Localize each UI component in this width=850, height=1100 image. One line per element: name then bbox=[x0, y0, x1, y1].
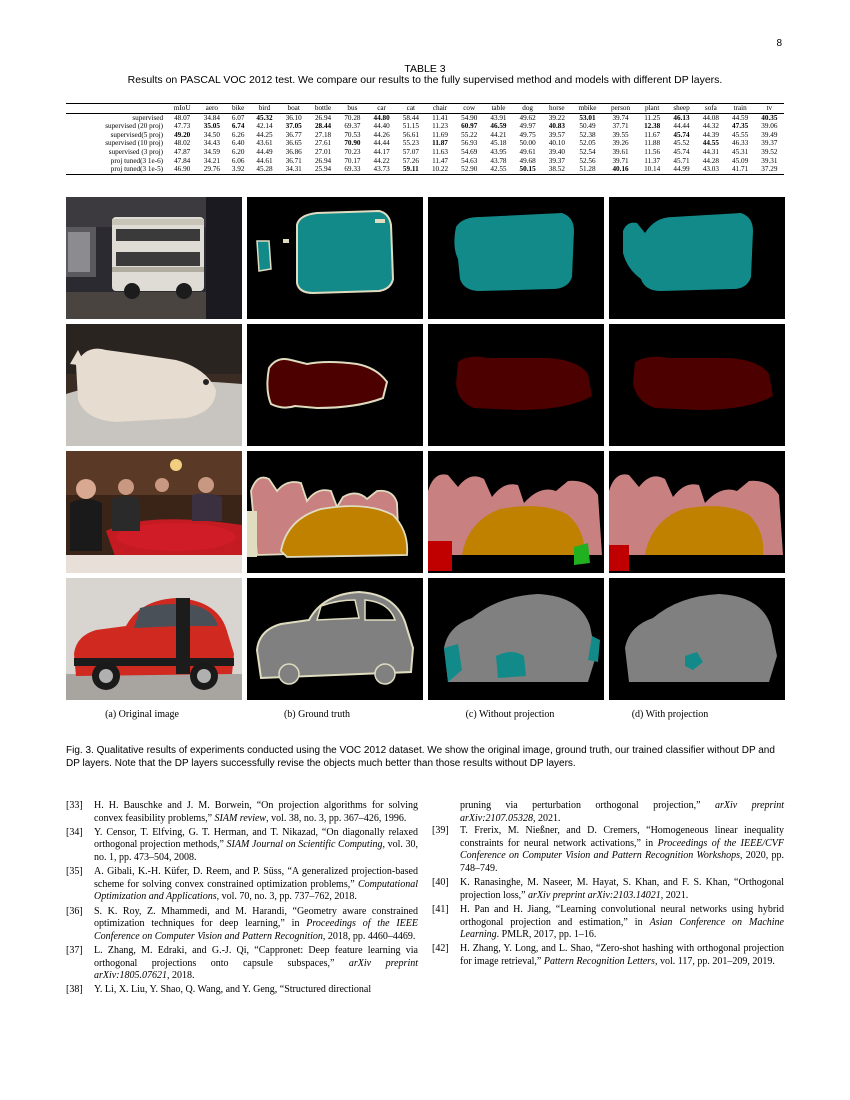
column-header: cow bbox=[455, 104, 484, 114]
table-cell: 45.32 bbox=[256, 113, 273, 122]
reference-text: Y. Li, X. Liu, Y. Shao, Q. Wang, and Y. Geng, “Structured directional bbox=[94, 984, 372, 996]
table-row bbox=[66, 131, 784, 140]
table-cell: 55.22 bbox=[461, 130, 478, 139]
ground-truth-car bbox=[247, 578, 423, 700]
table-cell: 11.56 bbox=[644, 147, 661, 156]
original-image-bus bbox=[66, 197, 242, 319]
header-corner bbox=[66, 104, 167, 114]
table-cell: 46.33 bbox=[732, 139, 749, 148]
table-cell: 50.49 bbox=[579, 122, 596, 131]
table-cell: 42.55 bbox=[490, 165, 507, 174]
table-caption: Results on PASCAL VOC 2012 test. We compare our results to the fully supervised method and models with different DP layers. bbox=[127, 74, 723, 86]
table-cell: 10.22 bbox=[431, 165, 449, 174]
table-cell: 56.61 bbox=[402, 130, 419, 139]
column-header: cat bbox=[396, 104, 425, 114]
references-left-column bbox=[66, 800, 418, 998]
table-cell: 44.22 bbox=[373, 156, 390, 165]
table-cell: 27.18 bbox=[314, 130, 332, 139]
table-cell: 44.44 bbox=[373, 139, 390, 148]
reference-item bbox=[66, 827, 418, 865]
table-cell: 51.15 bbox=[402, 122, 419, 131]
table-cell: 43.03 bbox=[702, 165, 719, 174]
table-cell: 56.93 bbox=[461, 139, 478, 148]
row-label: proj tuned(3 1e-5) bbox=[110, 165, 164, 174]
table-cell: 46.59 bbox=[490, 122, 507, 131]
table-cell: 44.40 bbox=[373, 122, 390, 131]
table-cell: 37.71 bbox=[612, 122, 629, 131]
table-cell: 11.87 bbox=[432, 139, 448, 148]
column-header: person bbox=[604, 104, 638, 114]
reference-number: [42] bbox=[432, 943, 449, 955]
table-cell: 47.84 bbox=[174, 156, 191, 165]
table-cell: 11.37 bbox=[644, 156, 661, 165]
column-header: table bbox=[484, 104, 513, 114]
table-cell: 6.26 bbox=[231, 130, 245, 139]
column-header: aero bbox=[197, 104, 226, 114]
table-cell: 44.44 bbox=[673, 122, 690, 131]
table-row bbox=[66, 157, 784, 166]
reference-number: [37] bbox=[66, 944, 83, 956]
table-cell: 41.71 bbox=[732, 165, 749, 174]
table-cell: 69.37 bbox=[344, 122, 361, 131]
table-cell: 6.74 bbox=[231, 122, 245, 131]
results-table bbox=[66, 103, 784, 175]
reference-item bbox=[432, 943, 784, 968]
table-cell: 52.56 bbox=[579, 156, 596, 165]
table-cell: 6.20 bbox=[231, 147, 245, 156]
table-cell: 34.21 bbox=[203, 156, 220, 165]
reference-number: [33] bbox=[66, 800, 83, 811]
table-cell: 34.50 bbox=[203, 130, 220, 139]
reference-text: T. Frerix, M. Nießner, and D. Cremers, “Homogeneous linear inequality constraints for neural network activations,” in Proceedings of the IEEE/CVF Conference on Computer Vision and Pattern Recognition Workshops, 2020, pp. 748–749. bbox=[460, 825, 784, 874]
table-cell: 44.26 bbox=[373, 130, 390, 139]
table-cell: 39.26 bbox=[612, 139, 629, 148]
reference-number: [35] bbox=[66, 866, 83, 878]
original-image-car bbox=[66, 578, 242, 700]
table-header-row bbox=[66, 104, 784, 114]
table-cell: 45.74 bbox=[673, 147, 690, 156]
with-projection-bus bbox=[609, 197, 785, 319]
reference-item bbox=[66, 906, 418, 944]
table-cell: 39.71 bbox=[612, 156, 629, 165]
table-cell: 40.35 bbox=[761, 113, 778, 122]
column-header: dog bbox=[513, 104, 542, 114]
table-cell: 54.90 bbox=[461, 113, 478, 122]
ground-truth-bus bbox=[247, 197, 423, 319]
table-cell: 52.90 bbox=[461, 165, 478, 174]
table-cell: 29.76 bbox=[203, 165, 220, 174]
table-cell: 6.40 bbox=[231, 139, 245, 148]
table-cell: 39.40 bbox=[548, 147, 565, 156]
reference-number: [38] bbox=[66, 984, 83, 996]
table-cell: 45.74 bbox=[673, 130, 690, 139]
table-cell: 39.61 bbox=[612, 147, 629, 156]
column-header: chair bbox=[425, 104, 454, 114]
page-number: 8 bbox=[776, 38, 782, 49]
without-projection-cat bbox=[428, 324, 604, 446]
table-cell: 70.23 bbox=[344, 147, 361, 156]
reference-text: S. K. Roy, Z. Mhammedi, and M. Harandi, “Geometry aware constrained optimization techniques for deep learning,” in Proceedings of the IEEE Conference on Computer Vision and Pattern Recognition, 2018, pp. 4460–4469. bbox=[94, 905, 418, 942]
table-cell: 28.44 bbox=[314, 122, 332, 131]
table-cell: 44.59 bbox=[732, 113, 749, 122]
table-cell: 40.83 bbox=[548, 122, 565, 131]
column-header: sheep bbox=[667, 104, 697, 114]
table-cell: 48.07 bbox=[174, 113, 191, 122]
ground-truth-cat bbox=[247, 324, 423, 446]
table-cell: 39.52 bbox=[761, 147, 778, 156]
table-cell: 52.05 bbox=[579, 139, 596, 148]
row-label: supervised(5 proj) bbox=[110, 130, 164, 139]
subcaption-c: (c) Without projection bbox=[465, 709, 555, 720]
table-cell: 39.74 bbox=[612, 113, 629, 122]
without-projection-dinner bbox=[428, 451, 604, 573]
table-cell: 70.17 bbox=[344, 156, 361, 165]
column-header: mbike bbox=[571, 104, 603, 114]
reference-text: H. H. Bauschke and J. M. Borwein, “On projection algorithms for solving convex feasibility problems,” SIAM review, vol. 38, no. 3, pp. 367–426, 1996. bbox=[94, 800, 418, 824]
table-cell: 26.94 bbox=[314, 156, 332, 165]
ground-truth-dinner bbox=[247, 451, 423, 573]
table-label: TABLE 3 bbox=[404, 63, 446, 75]
table-cell: 49.75 bbox=[519, 130, 536, 139]
column-header: bike bbox=[226, 104, 249, 114]
subcaption-b: (b) Ground truth bbox=[283, 709, 351, 720]
table-cell: 43.91 bbox=[490, 113, 507, 122]
reference-number: [36] bbox=[66, 905, 83, 917]
table-cell: 11.23 bbox=[432, 122, 448, 131]
subcaption-a: (a) Original image bbox=[105, 709, 179, 720]
table-cell: 44.31 bbox=[702, 147, 719, 156]
table-cell: 43.61 bbox=[256, 139, 273, 148]
table-cell: 37.29 bbox=[761, 165, 778, 174]
reference-text: H. Pan and H. Jiang, “Learning convolutional neural networks using hybrid orthogonal projection and estimation,” in Asian Conference on Machine Learning. PMLR, 2017, pp. 1–16. bbox=[460, 903, 784, 941]
table-cell: 44.99 bbox=[673, 165, 690, 174]
table-cell: 44.49 bbox=[256, 147, 273, 156]
table-cell: 39.57 bbox=[548, 130, 565, 139]
table-cell: 45.18 bbox=[490, 139, 507, 148]
table-cell: 34.43 bbox=[203, 139, 220, 148]
column-header: sofa bbox=[696, 104, 725, 114]
without-projection-car bbox=[428, 578, 604, 700]
table-cell: 46.13 bbox=[673, 113, 690, 122]
table-row bbox=[66, 148, 784, 157]
table-cell: 47.87 bbox=[174, 147, 191, 156]
table-cell: 55.23 bbox=[402, 139, 419, 148]
column-header: bird bbox=[250, 104, 279, 114]
table-cell: 34.84 bbox=[203, 113, 220, 122]
column-header: horse bbox=[542, 104, 571, 114]
table-cell: 47.73 bbox=[174, 122, 191, 131]
table-cell: 44.32 bbox=[702, 122, 719, 131]
table-cell: 45.09 bbox=[732, 156, 749, 165]
table-cell: 39.55 bbox=[612, 130, 629, 139]
table-cell: 50.15 bbox=[519, 165, 536, 174]
reference-text: H. Zhang, Y. Long, and L. Shao, “Zero-shot hashing with orthogonal projection for image retrieval,” Pattern Recognition Letters, vol. 117, pp. 201–209, 2019. bbox=[460, 943, 784, 967]
row-label: supervised (3 proj) bbox=[108, 147, 164, 156]
table-cell: 36.77 bbox=[285, 130, 302, 139]
table-cell: 37.05 bbox=[285, 122, 302, 131]
table-cell: 43.73 bbox=[373, 165, 390, 174]
table-row bbox=[66, 113, 784, 122]
table-cell: 57.07 bbox=[402, 147, 419, 156]
with-projection-dinner bbox=[609, 451, 785, 573]
table-cell: 34.31 bbox=[285, 165, 302, 174]
table-cell: 44.17 bbox=[373, 147, 390, 156]
row-label: supervised (10 proj) bbox=[105, 139, 164, 148]
column-header: bus bbox=[338, 104, 367, 114]
table-cell: 6.06 bbox=[231, 156, 245, 165]
table-cell: 70.90 bbox=[344, 139, 361, 148]
table-cell: 60.97 bbox=[461, 122, 478, 131]
reference-item bbox=[66, 800, 418, 825]
table-cell: 49.97 bbox=[519, 122, 536, 131]
table-cell: 44.55 bbox=[702, 139, 719, 148]
table-cell: 43.78 bbox=[490, 156, 507, 165]
reference-number: [40] bbox=[432, 877, 449, 889]
table-cell: 45.52 bbox=[673, 139, 690, 148]
table-cell: 3.92 bbox=[231, 165, 245, 174]
table-cell: 49.20 bbox=[174, 130, 191, 139]
table-cell: 70.53 bbox=[344, 130, 361, 139]
reference-text: A. Gibali, K.-H. Küfer, D. Reem, and P. Süss, “A generalized projection-based scheme for solving convex constrained optimization problems,” Computational Optimization and Applications, vol. 70, no. 3, pp. 737–762, 2018. bbox=[94, 866, 418, 903]
table-row bbox=[66, 139, 784, 148]
subcaption-d: (d) With projection bbox=[631, 709, 709, 720]
table-cell: 50.00 bbox=[519, 139, 536, 148]
table-row bbox=[66, 165, 784, 174]
with-projection-car bbox=[609, 578, 785, 700]
table-cell: 27.01 bbox=[314, 147, 332, 156]
table-cell: 57.26 bbox=[402, 156, 419, 165]
reference-item bbox=[432, 825, 784, 875]
table-cell: 40.10 bbox=[548, 139, 565, 148]
reference-number: [41] bbox=[432, 903, 449, 915]
reference-number: [39] bbox=[432, 825, 449, 837]
reference-text: L. Zhang, M. Edraki, and G.-J. Qi, “Cappronet: Deep feature learning via orthogonal projections onto capsule subspaces,” arXiv preprint arXiv:1805.07621, 2018. bbox=[94, 944, 419, 982]
table-cell: 48.02 bbox=[174, 139, 191, 148]
table-cell: 47.35 bbox=[732, 122, 749, 131]
table-cell: 58.44 bbox=[402, 113, 419, 122]
table-cell: 39.06 bbox=[761, 122, 778, 131]
column-header: plant bbox=[638, 104, 667, 114]
reference-text: K. Ranasinghe, M. Naseer, M. Hayat, S. Khan, and F. S. Khan, “Orthogonal projection loss,” arXiv preprint arXiv:2103.14021, 2021. bbox=[460, 877, 784, 901]
table-cell: 11.88 bbox=[644, 139, 661, 148]
table-cell: 42.14 bbox=[256, 122, 273, 131]
column-header: boat bbox=[279, 104, 308, 114]
table-cell: 36.65 bbox=[285, 139, 302, 148]
column-header: tv bbox=[755, 104, 784, 114]
reference-item bbox=[432, 904, 784, 942]
reference-item bbox=[66, 984, 418, 997]
original-image-cat bbox=[66, 324, 242, 446]
reference-item bbox=[66, 945, 418, 983]
table-cell: 44.80 bbox=[373, 113, 390, 122]
table-cell: 45.71 bbox=[673, 156, 690, 165]
table-cell: 59.11 bbox=[402, 165, 419, 174]
table-cell: 51.28 bbox=[579, 165, 596, 174]
table-cell: 46.90 bbox=[174, 165, 191, 174]
table-cell: 11.67 bbox=[644, 130, 661, 139]
table-cell: 6.07 bbox=[231, 113, 245, 122]
row-label: supervised bbox=[132, 113, 164, 122]
table-cell: 43.95 bbox=[490, 147, 507, 156]
table-cell: 44.39 bbox=[702, 130, 719, 139]
reference-number: [34] bbox=[66, 826, 83, 838]
table-cell: 38.52 bbox=[548, 165, 565, 174]
table-cell: 49.68 bbox=[519, 156, 536, 165]
table-cell: 36.10 bbox=[285, 113, 302, 122]
table-cell: 35.05 bbox=[203, 122, 220, 131]
table-cell: 26.94 bbox=[314, 113, 332, 122]
qualitative-figure bbox=[66, 197, 784, 702]
table-cell: 11.63 bbox=[432, 147, 448, 156]
table-row bbox=[66, 122, 784, 131]
with-projection-cat bbox=[609, 324, 785, 446]
column-header: bottle bbox=[308, 104, 338, 114]
table-cell: 70.28 bbox=[344, 113, 361, 122]
table-cell: 39.37 bbox=[761, 139, 778, 148]
table-cell: 39.49 bbox=[761, 130, 778, 139]
without-projection-bus bbox=[428, 197, 604, 319]
column-header: train bbox=[725, 104, 754, 114]
table-cell: 39.37 bbox=[548, 156, 565, 165]
table-cell: 40.16 bbox=[612, 165, 629, 174]
row-label: supervised (20 proj) bbox=[105, 122, 164, 131]
table-cell: 52.54 bbox=[579, 147, 596, 156]
figure-caption: Fig. 3. Qualitative results of experiments conducted using the VOC 2012 dataset. We show the original image, ground truth, our trained classifier without DP and DP layers. Note that the DP layers successfully revise the objects much better than those results without DP layers. bbox=[66, 745, 775, 769]
table-cell: 45.28 bbox=[256, 165, 273, 174]
table-body bbox=[66, 113, 784, 174]
table-cell: 52.38 bbox=[579, 130, 596, 139]
table-cell: 36.86 bbox=[285, 147, 302, 156]
table-cell: 11.47 bbox=[432, 156, 448, 165]
table-cell: 34.59 bbox=[203, 147, 220, 156]
table-cell: 11.25 bbox=[644, 113, 661, 122]
references-right-column bbox=[432, 800, 784, 970]
table-cell: 39.22 bbox=[548, 113, 565, 122]
table-cell: 54.69 bbox=[461, 147, 478, 156]
reference-item bbox=[432, 877, 784, 902]
table-cell: 49.62 bbox=[519, 113, 536, 122]
table-cell: 44.61 bbox=[256, 156, 273, 165]
table-cell: 25.94 bbox=[314, 165, 332, 174]
table-cell: 44.21 bbox=[490, 130, 507, 139]
reference-text: Y. Censor, T. Elfving, G. T. Herman, and T. Nikazad, “On diagonally relaxed orthogonal projection methods,” SIAM Journal on Scientific Computing, vol. 30, no. 1, pp. 473–504, 2008. bbox=[94, 826, 418, 863]
table-cell: 45.31 bbox=[732, 147, 749, 156]
references-right-list bbox=[432, 825, 784, 968]
table-cell: 12.38 bbox=[644, 122, 661, 131]
table-cell: 45.55 bbox=[732, 130, 749, 139]
reference-item bbox=[66, 866, 418, 904]
table-cell: 44.25 bbox=[256, 130, 273, 139]
reference-continuation: pruning via perturbation orthogonal projection,” arXiv preprint arXiv:2107.05328, 2021. bbox=[460, 800, 785, 824]
original-image-dinner bbox=[66, 451, 242, 573]
table-cell: 54.63 bbox=[461, 156, 478, 165]
table-cell: 11.41 bbox=[432, 113, 448, 122]
table-cell: 39.31 bbox=[761, 156, 778, 165]
table-cell: 44.28 bbox=[702, 156, 719, 165]
column-header: car bbox=[367, 104, 396, 114]
table-cell: 44.08 bbox=[702, 113, 719, 122]
table-cell: 11.69 bbox=[432, 130, 448, 139]
table-cell: 53.01 bbox=[579, 113, 596, 122]
table-cell: 10.14 bbox=[644, 165, 661, 174]
table-cell: 36.71 bbox=[285, 156, 302, 165]
table-cell: 69.33 bbox=[344, 165, 361, 174]
table-cell: 49.61 bbox=[519, 147, 536, 156]
column-header: mIoU bbox=[167, 104, 197, 114]
row-label: proj tuned(3 1e-6) bbox=[110, 156, 164, 165]
table-cell: 27.61 bbox=[314, 139, 332, 148]
